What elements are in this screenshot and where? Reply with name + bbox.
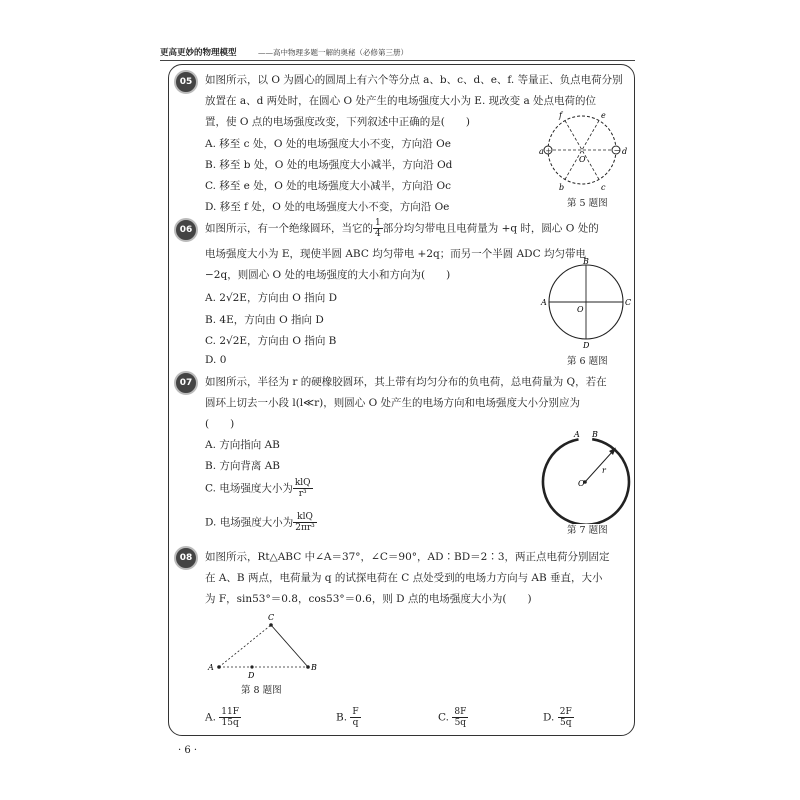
q06-option-b: B. 4E，方向由 O 指向 D: [205, 314, 324, 326]
q07-line-1: 如图所示，半径为 r 的硬橡胶圆环，其上带有均匀分布的负电荷，总电荷量为 Q，若在: [205, 376, 607, 388]
page-number: · 6 ·: [178, 745, 198, 756]
fig6-label-O: O: [577, 305, 584, 314]
fig7-label-B: B: [592, 430, 598, 439]
fig5-label-a: a: [539, 147, 544, 156]
q07-option-d-numerator: klQ: [293, 512, 317, 523]
q07-option-c-text: C. 电场强度大小为: [205, 482, 293, 495]
fig5-label-b: b: [559, 183, 565, 192]
q06-frac-denominator: 4: [375, 229, 381, 239]
question-number-07: 07: [174, 371, 198, 395]
q08-option-d-numerator: 2F: [559, 707, 572, 717]
q08-option-d-denominator: 5q: [559, 718, 572, 728]
q05-line-3: 置，使 O 点的电场强度改变，下列叙述中正确的是( ): [205, 116, 470, 128]
q07-option-d-fraction: [293, 512, 317, 533]
fig7-label-O: O: [578, 479, 585, 488]
fig7-label-A: A: [574, 430, 580, 439]
q07-caption: 第 7 题图: [567, 525, 608, 536]
book-subtitle: ——高中物理多题一解的奥秘（必修第三册）: [258, 48, 408, 57]
fig8-label-A: A: [208, 663, 214, 672]
fig5-label-c: c: [601, 183, 606, 192]
fig6-label-A: A: [541, 298, 547, 307]
q06-line-3: −2q，则圆心 O 处的电场强度的大小和方向为( ): [205, 269, 451, 281]
q08-option-d: [543, 707, 574, 728]
fig6-label-B: B: [583, 257, 589, 266]
q05-option-a: A. 移至 c 处，O 处的电场强度大小不变，方向沿 Oe: [205, 138, 451, 150]
q05-option-d: D. 移至 f 处，O 处的电场强度大小不变，方向沿 Oe: [205, 201, 450, 213]
q05-line-2: 放置在 a、d 两处时，在圆心 O 处产生的电场强度大小为 E. 现改变 a 处点电荷的位: [205, 95, 597, 107]
question-number-06: 06: [174, 218, 198, 242]
fig5-label-O: O: [579, 155, 586, 164]
q08-caption: 第 8 题图: [241, 685, 282, 696]
q08-option-a-fraction: [219, 707, 241, 728]
q08-option-b-numerator: F: [352, 707, 359, 717]
fig6-label-C: C: [625, 298, 632, 307]
q07-option-a: A. 方向指向 AB: [205, 439, 280, 451]
question-number-05: 05: [174, 70, 198, 94]
q07-option-c-fraction: [293, 478, 313, 499]
book-title: 更高更妙的物理模型: [160, 48, 237, 58]
q05-line-1: 如图所示，以 O 为圆心的圆周上有六个等分点 a、b、c、d、e、f. 等量正、负点电荷分别: [205, 74, 623, 86]
page-header: [160, 44, 635, 61]
q08-option-a-letter: A.: [205, 711, 216, 724]
q08-option-c-letter: C.: [438, 711, 449, 724]
figure-q6: [540, 257, 632, 349]
q08-option-b-denominator: q: [352, 718, 359, 728]
q06-line-1: [205, 218, 599, 240]
fig5-label-d: d: [622, 147, 628, 156]
q07-option-c-numerator: klQ: [294, 478, 311, 488]
q07-option-b: B. 方向背离 AB: [205, 460, 281, 472]
q05-option-c: C. 移至 e 处，O 处的电场强度大小减半，方向沿 Oc: [205, 180, 451, 192]
q08-option-a: [205, 707, 241, 728]
q08-option-c-numerator: 8F: [454, 707, 467, 717]
figure-q8: [205, 608, 325, 680]
q08-line-1: 如图所示，Rt△ABC 中∠A＝37°，∠C＝90°，AD∶BD＝2∶3，两正点电荷分别固定: [205, 551, 610, 563]
q07-option-c: [205, 478, 313, 499]
q08-option-c: [438, 707, 468, 728]
q08-option-c-denominator: 5q: [454, 718, 467, 728]
q08-line-2: 在 A、B 两点，电荷量为 q 的试探电荷在 C 点处受到的电场力方向与 AB 垂直，大小: [205, 572, 603, 584]
q06-line-1-end: 部分均匀带电且电荷量为 +q 时，圆心 O 处的: [382, 222, 599, 235]
q07-line-3: ( ): [205, 418, 235, 430]
q08-option-b-fraction: [350, 707, 360, 728]
q06-option-a: A. 2√2E，方向由 O 指向 D: [205, 292, 338, 304]
fig8-label-C: C: [268, 613, 275, 622]
q07-option-d-text: D. 电场强度大小为: [205, 516, 294, 529]
q08-option-b: [336, 707, 361, 728]
q07-option-d-denominator: 2πr³: [295, 523, 315, 533]
fig8-label-B: B: [311, 663, 317, 672]
q07-option-d: [205, 512, 317, 533]
q08-option-a-numerator: 11F: [221, 707, 239, 717]
fig6-label-D: D: [583, 341, 590, 349]
fig5-label-f: f: [559, 111, 562, 120]
q08-option-b-letter: B.: [336, 711, 348, 724]
q05-caption: 第 5 题图: [567, 198, 608, 209]
q06-line-1-start: 如图所示，有一个绝缘圆环，当它的: [205, 222, 373, 235]
question-number-08: 08: [174, 546, 198, 570]
q05-option-b: B. 移至 b 处，O 处的电场强度大小减半，方向沿 Od: [205, 159, 453, 171]
q08-option-a-denominator: 15q: [221, 718, 239, 728]
q07-option-c-denominator: r³: [298, 489, 307, 499]
figure-q7: [540, 426, 636, 524]
fig7-label-r: r: [602, 466, 606, 475]
fig8-label-D: D: [248, 671, 255, 680]
q08-option-c-fraction: [452, 707, 468, 728]
q06-option-c: C. 2√2E，方向由 O 指向 B: [205, 335, 337, 347]
q06-option-d: D. 0: [205, 354, 227, 366]
q06-frac-numerator: 1: [375, 218, 381, 228]
q07-line-2: 圆环上切去一小段 l(l≪r)，则圆心 O 处产生的电场方向和电场强度大小分别应为: [205, 397, 581, 409]
svg-text:−: −: [613, 146, 621, 155]
q06-fraction: [373, 218, 383, 239]
q06-caption: 第 6 题图: [567, 356, 608, 367]
q06-line-2: 电场强度大小为 E，现使半圆 ABC 均匀带电 +2q；而另一个半圆 ADC 均匀带电: [205, 248, 586, 260]
svg-text:+: +: [545, 147, 552, 155]
figure-q5: [535, 108, 631, 192]
q08-line-3: 为 F，sin53°＝0.8，cos53°＝0.6，则 D 点的电场强度大小为( ): [205, 593, 532, 605]
q08-option-d-letter: D.: [543, 711, 555, 724]
fig5-label-e: e: [601, 111, 606, 120]
q08-option-d-fraction: [558, 707, 574, 728]
